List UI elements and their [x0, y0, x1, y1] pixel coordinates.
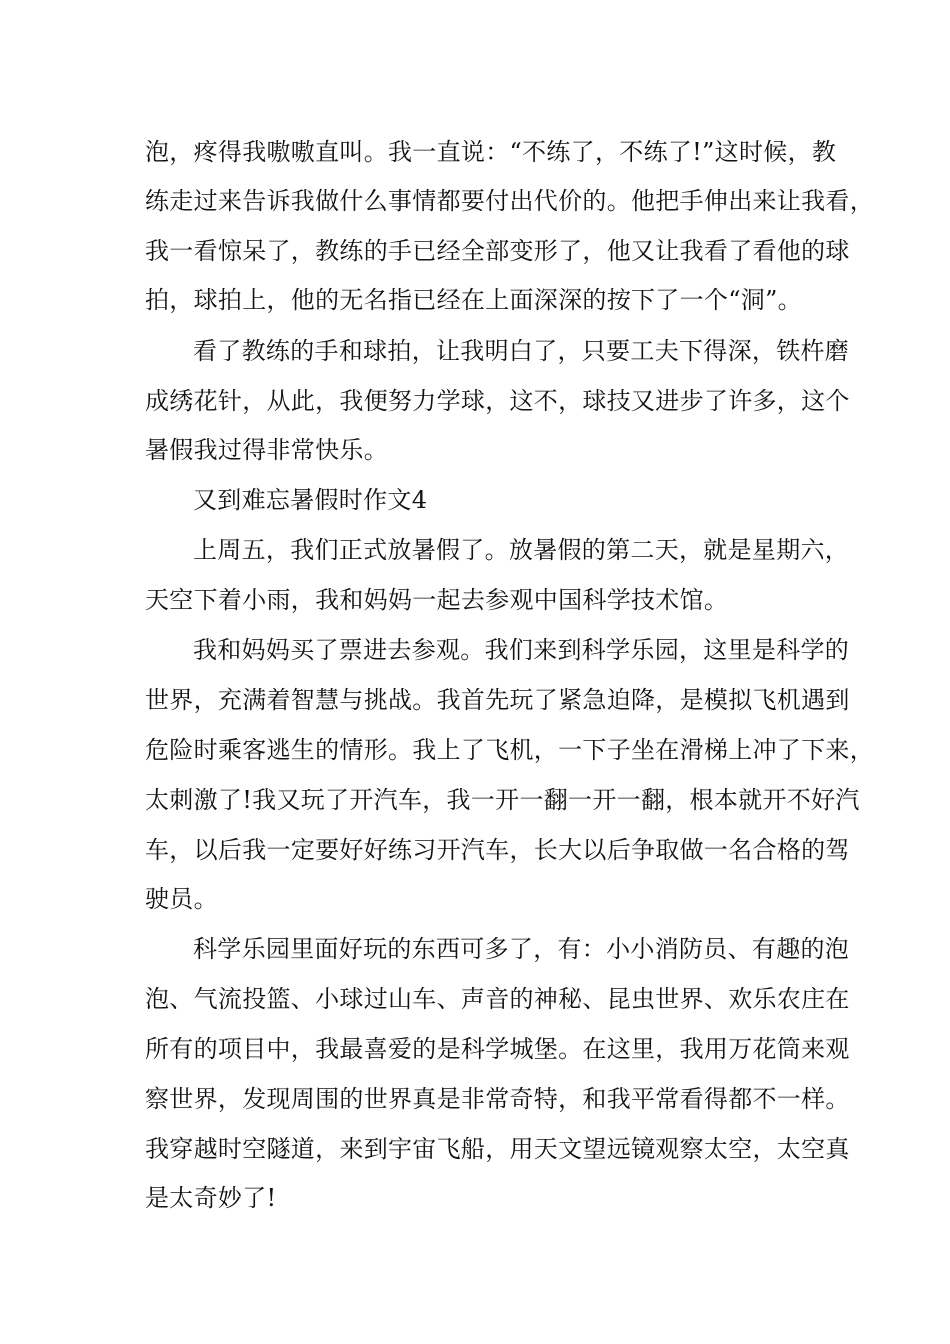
text-line: 天空下着小雨，我和妈妈一起去参观中国科学技术馆。 [145, 586, 729, 614]
paragraph-first-line: 看了教练的手和球拍，让我明白了，只要工夫下得深，铁杵磨 [193, 337, 850, 365]
text-line: 世界，充满着智慧与挑战。我首先玩了紧急迫降，是模拟飞机遇到 [145, 686, 850, 714]
section-heading: 又到难忘暑假时作文4 [193, 486, 428, 514]
text-line: 拍，球拍上，他的无名指已经在上面深深的按下了一个“洞”。 [145, 286, 802, 314]
text-line: 暑假我过得非常快乐。 [145, 436, 388, 464]
text-line: 察世界，发现周围的世界真是非常奇特，和我平常看得都不一样。 [145, 1085, 850, 1113]
text-line: 我一看惊呆了，教练的手已经全部变形了，他又让我看了看他的球 [145, 237, 850, 265]
text-line: 所有的项目中，我最喜爱的是科学城堡。在这里，我用万花筒来观 [145, 1035, 850, 1063]
text-line: 我穿越时空隧道，来到宇宙飞船，用天文望远镜观察太空，太空真 [145, 1135, 850, 1163]
text-line: 驶员。 [145, 885, 218, 913]
text-line: 太刺激了!我又玩了开汽车，我一开一翻一开一翻，根本就开不好汽 [145, 786, 860, 814]
text-line: 练走过来告诉我做什么事情都要付出代价的。他把手伸出来让我看， [145, 187, 874, 215]
paragraph-first-line: 我和妈妈买了票进去参观。我们来到科学乐园，这里是科学的 [193, 636, 850, 664]
text-line: 危险时乘客逃生的情形。我上了飞机，一下子坐在滑梯上冲了下来， [145, 736, 874, 764]
text-line: 成绣花针，从此，我便努力学球，这不，球技又进步了许多，这个 [145, 387, 850, 415]
text-line: 泡，疼得我嗷嗷直叫。我一直说：“不练了，不练了!”这时候，教 [145, 138, 837, 166]
text-line: 泡、气流投篮、小球过山车、声音的神秘、昆虫世界、欢乐农庄在 [145, 985, 850, 1013]
paragraph-first-line: 上周五，我们正式放暑假了。放暑假的第二天，就是星期六， [193, 536, 850, 564]
text-line: 车，以后我一定要好好练习开汽车，长大以后争取做一名合格的驾 [145, 836, 850, 864]
text-line: 是太奇妙了! [145, 1184, 277, 1212]
paragraph-first-line: 科学乐园里面好玩的东西可多了，有：小小消防员、有趣的泡 [193, 935, 850, 963]
